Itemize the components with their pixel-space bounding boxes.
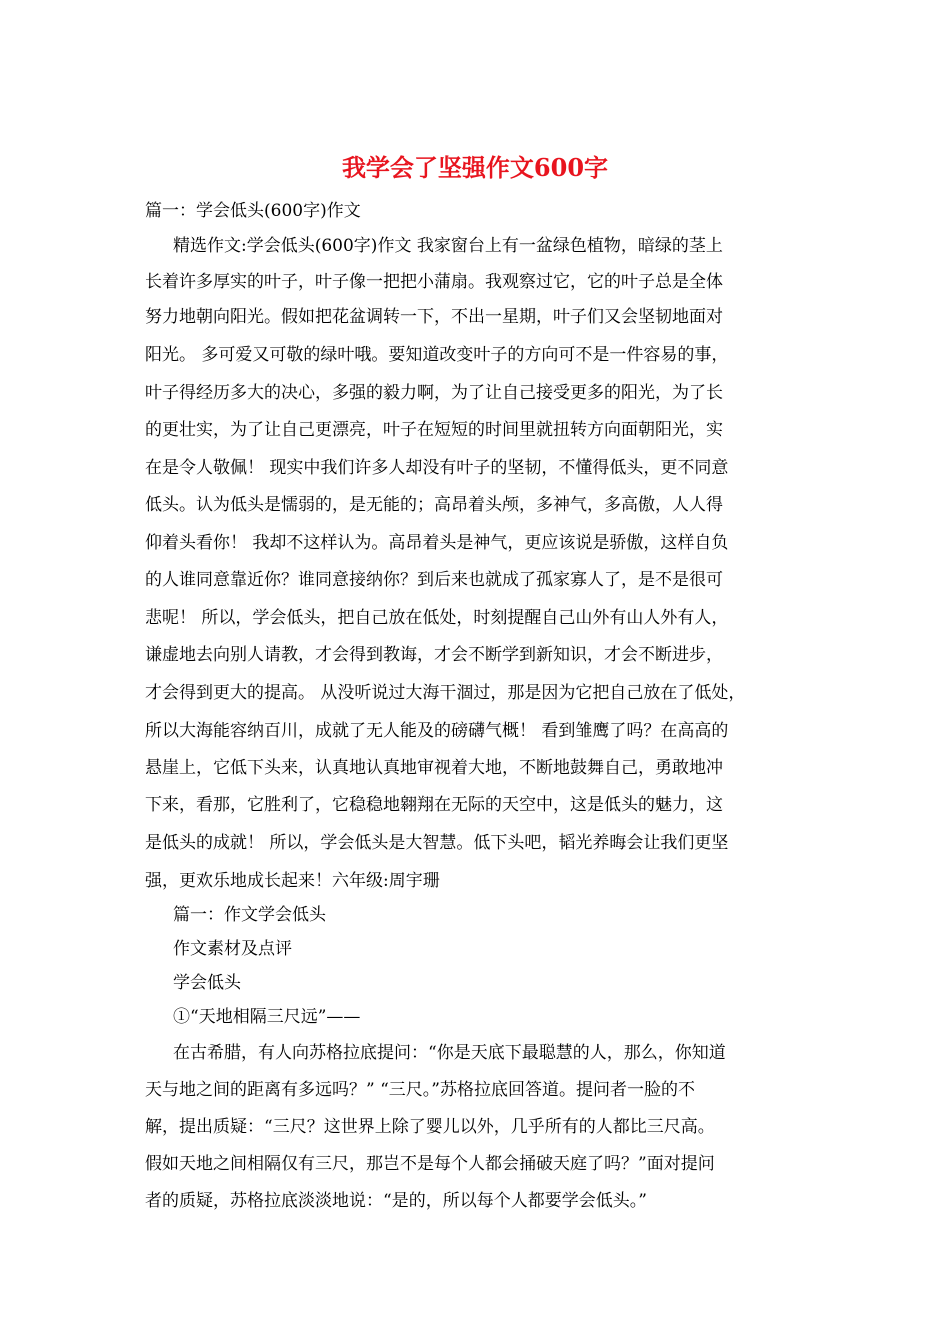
text-line: 解，提出质疑：“三尺？这世界上除了婴儿以外，几乎所有的人都比三尺高。 [145, 1117, 715, 1137]
text-line: 长着许多厚实的叶子，叶子像一把把小蒲扇。我观察过它，它的叶子总是全体 [145, 272, 723, 292]
text-line: 低头。认为低头是懦弱的，是无能的；高昂着头颅，多神气，多高傲，人人得 [145, 495, 723, 515]
text-line: 悲呢！ 所以，学会低头，把自己放在低处，时刻提醒自己山外有山人外有人， [145, 608, 729, 628]
text-line: 的更壮实，为了让自己更漂亮，叶子在短短的时间里就扭转方向面朝阳光，实 [145, 420, 723, 440]
text-line: 下来，看那，它胜利了，它稳稳地翱翔在无际的天空中，这是低头的魅力，这 [145, 795, 723, 815]
text-line: 阳光。 多可爱又可敬的绿叶哦。要知道改变叶子的方向可不是一件容易的事， [145, 345, 729, 365]
text-line: 所以大海能容纳百川，成就了无人能及的磅礴气概！ 看到雏鹰了吗？在高高的 [145, 721, 729, 741]
text-line: 强，更欢乐地成长起来！六年级:周宇珊 [145, 871, 440, 891]
text-line: 者的质疑，苏格拉底淡淡地说：“是的，所以每个人都要学会低头。” [145, 1191, 647, 1211]
text-line: 才会得到更大的提高。 从没听说过大海干涸过，那是因为它把自己放在了低处， [145, 683, 746, 703]
text-line: 叶子得经历多大的决心，多强的毅力啊，为了让自己接受更多的阳光，为了长 [145, 383, 723, 403]
text-line: 是低头的成就！ 所以，学会低头是大智慧。低下头吧，韬光养晦会让我们更坚 [145, 833, 729, 853]
text-line: 在是令人敬佩！ 现实中我们许多人却没有叶子的坚韧，不懂得低头，更不同意 [145, 458, 729, 478]
text-line: 在古希腊，有人向苏格拉底提问：“你是天底下最聪慧的人，那么，你知道 [173, 1043, 726, 1063]
text-line: 精选作文:学会低头(600字)作文 我家窗台上有一盆绿色植物，暗绿的茎上 [173, 236, 723, 256]
section-heading: 篇一：作文学会低头 [173, 905, 326, 925]
text-line: 悬崖上，它低下头来，认真地认真地审视着大地，不断地鼓舞自己，勇敢地冲 [145, 758, 723, 778]
text-line: 篇一：学会低头(600字)作文 [145, 201, 361, 221]
document-title: 我学会了坚强作文600字 [341, 153, 609, 182]
text-line: ①“天地相隔三尺远”—— [173, 1007, 361, 1027]
text-line: 谦虚地去向别人请教，才会得到教诲，才会不断学到新知识，才会不断进步， [145, 645, 723, 665]
text-line: 假如天地之间相隔仅有三尺，那岂不是每个人都会捅破天庭了吗？”面对提问 [145, 1154, 715, 1174]
text-line: 学会低头 [173, 973, 241, 993]
text-line: 天与地之间的距离有多远吗？” “三尺。”苏格拉底回答道。提问者一脸的不 [145, 1080, 695, 1100]
text-line: 的人谁同意靠近你？谁同意接纳你？到后来也就成了孤家寡人了，是不是很可 [145, 570, 723, 590]
text-line: 仰着头看你！ 我却不这样认为。高昂着头是神气，更应该说是骄傲，这样自负 [145, 533, 729, 553]
text-line: 作文素材及点评 [173, 939, 292, 959]
text-line: 努力地朝向阳光。假如把花盆调转一下，不出一星期，叶子们又会坚韧地面对 [145, 307, 723, 327]
